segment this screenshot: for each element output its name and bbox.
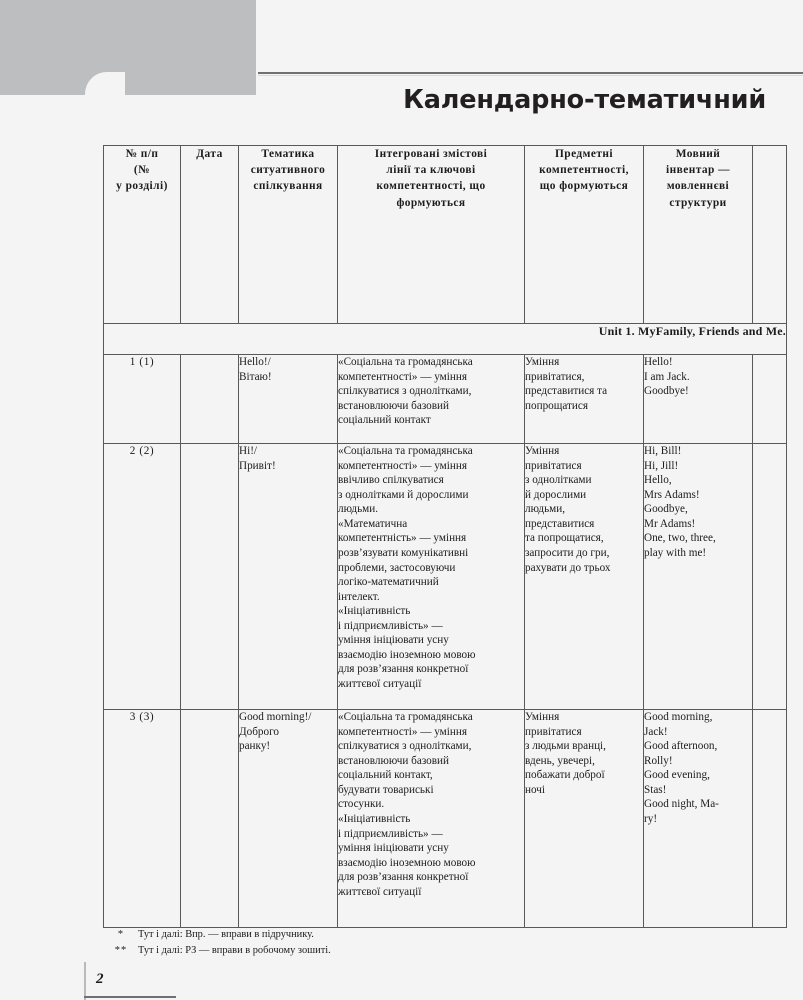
row-topic <box>239 444 338 710</box>
table-row <box>104 355 787 444</box>
footer-horizontal-rule <box>84 996 176 998</box>
footnote-text: Тут і далі: РЗ — вправи в робочому зошиті. <box>138 945 331 957</box>
cell-line: уміння ініціювати усну <box>338 634 449 647</box>
cell-line: Goodbye, <box>644 503 688 516</box>
cell-line: людьми, <box>525 503 566 516</box>
cell-line: Вітаю! <box>239 370 272 383</box>
cell-line: інтелект. <box>338 590 380 603</box>
calendar-plan-table <box>103 145 787 928</box>
footnotes <box>104 927 704 959</box>
cell-line: Hello!/ <box>239 356 271 368</box>
column-header-line: у розділі) <box>116 180 168 193</box>
column-header-line: Інтегровані змістові <box>374 148 488 160</box>
table-row <box>104 710 787 928</box>
column-header-line: компетентності, <box>539 164 629 177</box>
cell-line: розв’язувати комунікативні <box>338 546 469 559</box>
cell-line: Mr Adams! <box>644 517 696 530</box>
cell-line: «Ініціативність <box>338 812 411 825</box>
column-header-line: мовленнєві <box>666 180 730 193</box>
cell-line: Goodbye! <box>644 385 689 398</box>
cell-line: компетентності» — уміння <box>338 370 467 383</box>
unit-title-cell: Unit 1. MyFamily, Friends and Me. <box>104 324 787 355</box>
cell-line: Hello! <box>644 356 673 368</box>
cell-line: логіко-математичний <box>338 576 439 589</box>
column-header-overflow <box>753 146 787 324</box>
header-rule-secondary <box>258 75 803 76</box>
cell-line: встановлюючи базовий <box>338 399 450 412</box>
cell-line: спілкуватися з однолітками, <box>338 385 472 398</box>
page-number: 2 <box>96 971 104 987</box>
cell-line: Hi!/ <box>239 445 258 457</box>
cell-line: з однолітками й дорослими <box>338 488 469 501</box>
cell-line: уміння ініціювати усну <box>338 842 449 855</box>
cell-line: Good night, Ma- <box>644 798 719 811</box>
cell-line: ввічливо спілкуватися <box>338 474 444 487</box>
cell-line: стосунки. <box>338 798 385 811</box>
cell-line: Уміння <box>525 356 560 368</box>
footnote-row <box>104 927 704 943</box>
cell-line: людьми. <box>338 503 379 516</box>
cell-line: життєвої ситуації <box>338 885 422 898</box>
cell-line: ночі <box>525 783 546 796</box>
column-header-line: лінії та ключові <box>386 164 476 177</box>
decorative-corner-notch <box>85 72 125 112</box>
cell-line: для розв’язання конкретної <box>338 663 469 676</box>
column-header-1 <box>104 146 181 324</box>
column-header-line: спілкування <box>253 180 323 193</box>
row-date <box>181 444 239 710</box>
cell-line: Доброго <box>239 725 280 738</box>
footnote-marker: ** <box>114 945 128 957</box>
cell-line: соціальний контакт, <box>338 769 433 782</box>
cell-line: Mrs Adams! <box>644 488 700 501</box>
footnote-text: Тут і далі: Впр. — вправи в підручнику. <box>138 929 314 940</box>
cell-line: взаємодію іноземною мовою <box>338 648 476 661</box>
cell-line: привітатися, <box>525 370 585 383</box>
cell-line: представитися та <box>525 385 608 398</box>
cell-line: та попрощатися, <box>525 532 604 545</box>
row-date <box>181 355 239 444</box>
cell-line: «Соціальна та громадянська <box>338 711 473 723</box>
cell-line: Good evening, <box>644 769 710 782</box>
column-header-line: що формуються <box>539 180 629 193</box>
row-subject-competences <box>525 355 644 444</box>
row-language-structures <box>644 710 753 928</box>
cell-line: ry! <box>644 812 658 825</box>
cell-line: компетентність» — уміння <box>338 532 467 545</box>
cell-line: play with me! <box>644 546 707 559</box>
row-number: 2 (2) <box>104 444 181 710</box>
row-topic <box>239 710 338 928</box>
page-title: Календарно-тематичний <box>403 85 766 115</box>
cell-line: Hello, <box>644 474 672 487</box>
row-integrated-competences <box>338 710 525 928</box>
row-subject-competences <box>525 710 644 928</box>
cell-line: «Математична <box>338 517 408 530</box>
row-subject-competences <box>525 444 644 710</box>
cell-line: Good afternoon, <box>644 740 718 753</box>
footer-vertical-rule <box>84 962 86 1000</box>
header-rule <box>258 72 803 74</box>
cell-line: «Соціальна та громадянська <box>338 445 473 457</box>
cell-line: компетентності» — уміння <box>338 725 467 738</box>
cell-line: «Соціальна та громадянська <box>338 356 473 368</box>
column-header-2 <box>181 146 239 324</box>
row-overflow <box>753 355 787 444</box>
cell-line: попрощатися <box>525 399 589 412</box>
table-header-row <box>104 146 787 324</box>
row-language-structures <box>644 444 753 710</box>
cell-line: для розв’язання конкретної <box>338 871 469 884</box>
row-integrated-competences <box>338 444 525 710</box>
cell-line: Good morning!/ <box>239 711 312 723</box>
cell-line: Rolly! <box>644 754 673 767</box>
cell-line: «Ініціативність <box>338 605 411 618</box>
column-header-line: Тематика <box>261 148 315 160</box>
cell-line: будувати товариські <box>338 783 434 796</box>
cell-line: Уміння <box>525 445 560 457</box>
column-header-line: № п/п <box>125 148 159 160</box>
cell-line: привітатися <box>525 725 582 738</box>
cell-line: рахувати до трьох <box>525 561 611 574</box>
row-number: 1 (1) <box>104 355 181 444</box>
cell-line: побажати доброї <box>525 769 605 782</box>
column-header-line: структури <box>669 196 727 209</box>
column-header-line: Предметні <box>554 148 614 160</box>
row-overflow <box>753 710 787 928</box>
column-header-line: інвентар — <box>665 164 730 177</box>
cell-line: ранку! <box>239 740 271 753</box>
cell-line: і підприємливість» — <box>338 827 443 840</box>
row-topic <box>239 355 338 444</box>
column-header-line: формуються <box>396 196 466 209</box>
cell-line: і підприємливість» — <box>338 619 443 632</box>
row-language-structures <box>644 355 753 444</box>
cell-line: з людьми вранці, <box>525 740 606 753</box>
cell-line: соціальний контакт <box>338 414 431 427</box>
column-header-line: Мовний <box>675 148 721 160</box>
column-header-line: ситуативного <box>250 164 326 177</box>
cell-line: Stas! <box>644 783 667 796</box>
cell-line: Hi, Bill! <box>644 445 682 457</box>
column-header-line: (№ <box>133 164 151 177</box>
column-header-line: Дата <box>196 148 223 160</box>
row-number: 3 (3) <box>104 710 181 928</box>
decorative-corner-block <box>0 0 256 95</box>
row-date <box>181 710 239 928</box>
cell-line: й дорослими <box>525 488 587 501</box>
cell-line: спілкуватися з однолітками, <box>338 740 472 753</box>
column-header-4 <box>338 146 525 324</box>
cell-line: Привіт! <box>239 459 276 472</box>
row-overflow <box>753 444 787 710</box>
column-header-6 <box>644 146 753 324</box>
cell-line: життєвої ситуації <box>338 678 422 690</box>
cell-line: представитися <box>525 517 595 530</box>
cell-line: компетентності» — уміння <box>338 459 467 472</box>
column-header-3 <box>239 146 338 324</box>
cell-line: запросити до гри, <box>525 546 610 559</box>
footnote-marker: * <box>117 929 125 940</box>
cell-line: вдень, увечері, <box>525 754 595 767</box>
column-header-line: компетентності, що <box>376 180 486 193</box>
cell-line: проблеми, застосовуючи <box>338 561 456 574</box>
table-row <box>104 444 787 710</box>
cell-line: Уміння <box>525 711 560 723</box>
unit-title-row <box>104 324 787 355</box>
cell-line: I am Jack. <box>644 370 690 383</box>
cell-line: Good morning, <box>644 711 713 723</box>
row-integrated-competences <box>338 355 525 444</box>
cell-line: One, two, three, <box>644 532 716 545</box>
cell-line: Jack! <box>644 725 668 738</box>
column-header-5 <box>525 146 644 324</box>
footnote-row <box>104 943 704 959</box>
cell-line: встановлюючи базовий <box>338 754 450 767</box>
cell-line: Hi, Jill! <box>644 459 679 472</box>
cell-line: привітатися <box>525 459 582 472</box>
cell-line: з однолітками <box>525 474 592 487</box>
cell-line: взаємодію іноземною мовою <box>338 856 476 869</box>
calendar-plan-table-wrapper <box>103 145 786 928</box>
